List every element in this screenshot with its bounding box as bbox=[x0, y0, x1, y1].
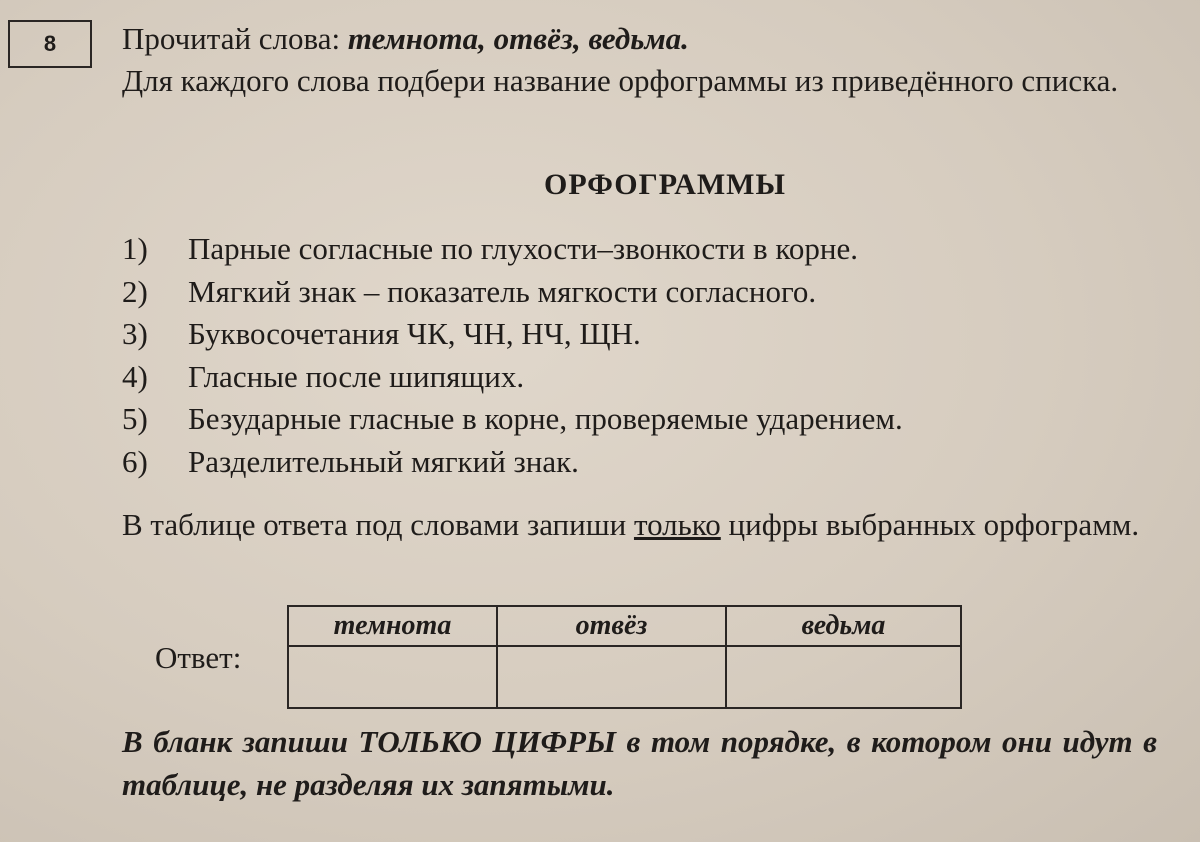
rule-item bbox=[122, 398, 903, 441]
rule-text: Буквосочетания ЧК, ЧН, НЧ, ЩН. bbox=[188, 316, 641, 351]
rule-number: 4) bbox=[122, 358, 148, 394]
task-number: 8 bbox=[43, 31, 57, 56]
rule-item bbox=[122, 441, 903, 484]
rule-number: 1) bbox=[122, 231, 148, 266]
instruction-before: В таблице ответа под словами запиши bbox=[122, 507, 634, 542]
answer-header-word-2: отвёз bbox=[497, 606, 726, 646]
answer-table bbox=[287, 605, 962, 709]
footer-note: В бланк запиши ТОЛЬКО ЦИФРЫ в том порядке, в котором они идут в таблице, не разделяя их запятыми. bbox=[122, 724, 1157, 802]
instruction-text bbox=[122, 503, 1157, 546]
answer-cell-2[interactable] bbox=[497, 646, 726, 708]
instruction-emphasis: только bbox=[633, 507, 721, 542]
rule-text: Гласные после шипящих. bbox=[188, 358, 525, 394]
rule-text: Мягкий знак – показатель мягкости согласного. bbox=[188, 273, 817, 309]
rule-number: 5) bbox=[122, 401, 148, 436]
rule-number: 3) bbox=[122, 316, 148, 351]
answer-cell-3[interactable] bbox=[726, 646, 961, 708]
instruction-after: цифры выбранных орфограмм. bbox=[720, 507, 1140, 542]
answer-header-word-3: ведьма bbox=[726, 606, 961, 646]
rule-item bbox=[122, 228, 903, 271]
task-prompt bbox=[122, 18, 1157, 102]
rules-list bbox=[122, 228, 903, 483]
answer-header-word-1: темнота bbox=[288, 606, 497, 646]
read-label: Прочитай слова: bbox=[122, 21, 348, 56]
rule-item bbox=[122, 356, 903, 399]
rule-number: 2) bbox=[122, 273, 148, 309]
section-title: ОРФОГРАММЫ bbox=[544, 168, 786, 201]
answer-input-row bbox=[288, 646, 961, 708]
rule-text: Разделительный мягкий знак. bbox=[188, 443, 579, 479]
task-number-box bbox=[8, 20, 92, 68]
rule-number: 6) bbox=[122, 443, 148, 479]
rule-text: Парные согласные по глухости–звонкости в корне. bbox=[188, 231, 858, 266]
prompt-line-2: Для каждого слова подбери название орфограммы из приведённого списка. bbox=[122, 63, 1119, 98]
answer-label: Ответ: bbox=[155, 640, 242, 675]
rule-text: Безударные гласные в корне, проверяемые ударением. bbox=[188, 401, 903, 436]
rule-item bbox=[122, 271, 903, 314]
answer-header-row bbox=[288, 606, 961, 646]
rule-item bbox=[122, 313, 903, 356]
prompt-line-1 bbox=[122, 18, 1157, 60]
answer-cell-1[interactable] bbox=[288, 646, 497, 708]
word-list: темнота, отвёз, ведьма. bbox=[347, 21, 689, 56]
